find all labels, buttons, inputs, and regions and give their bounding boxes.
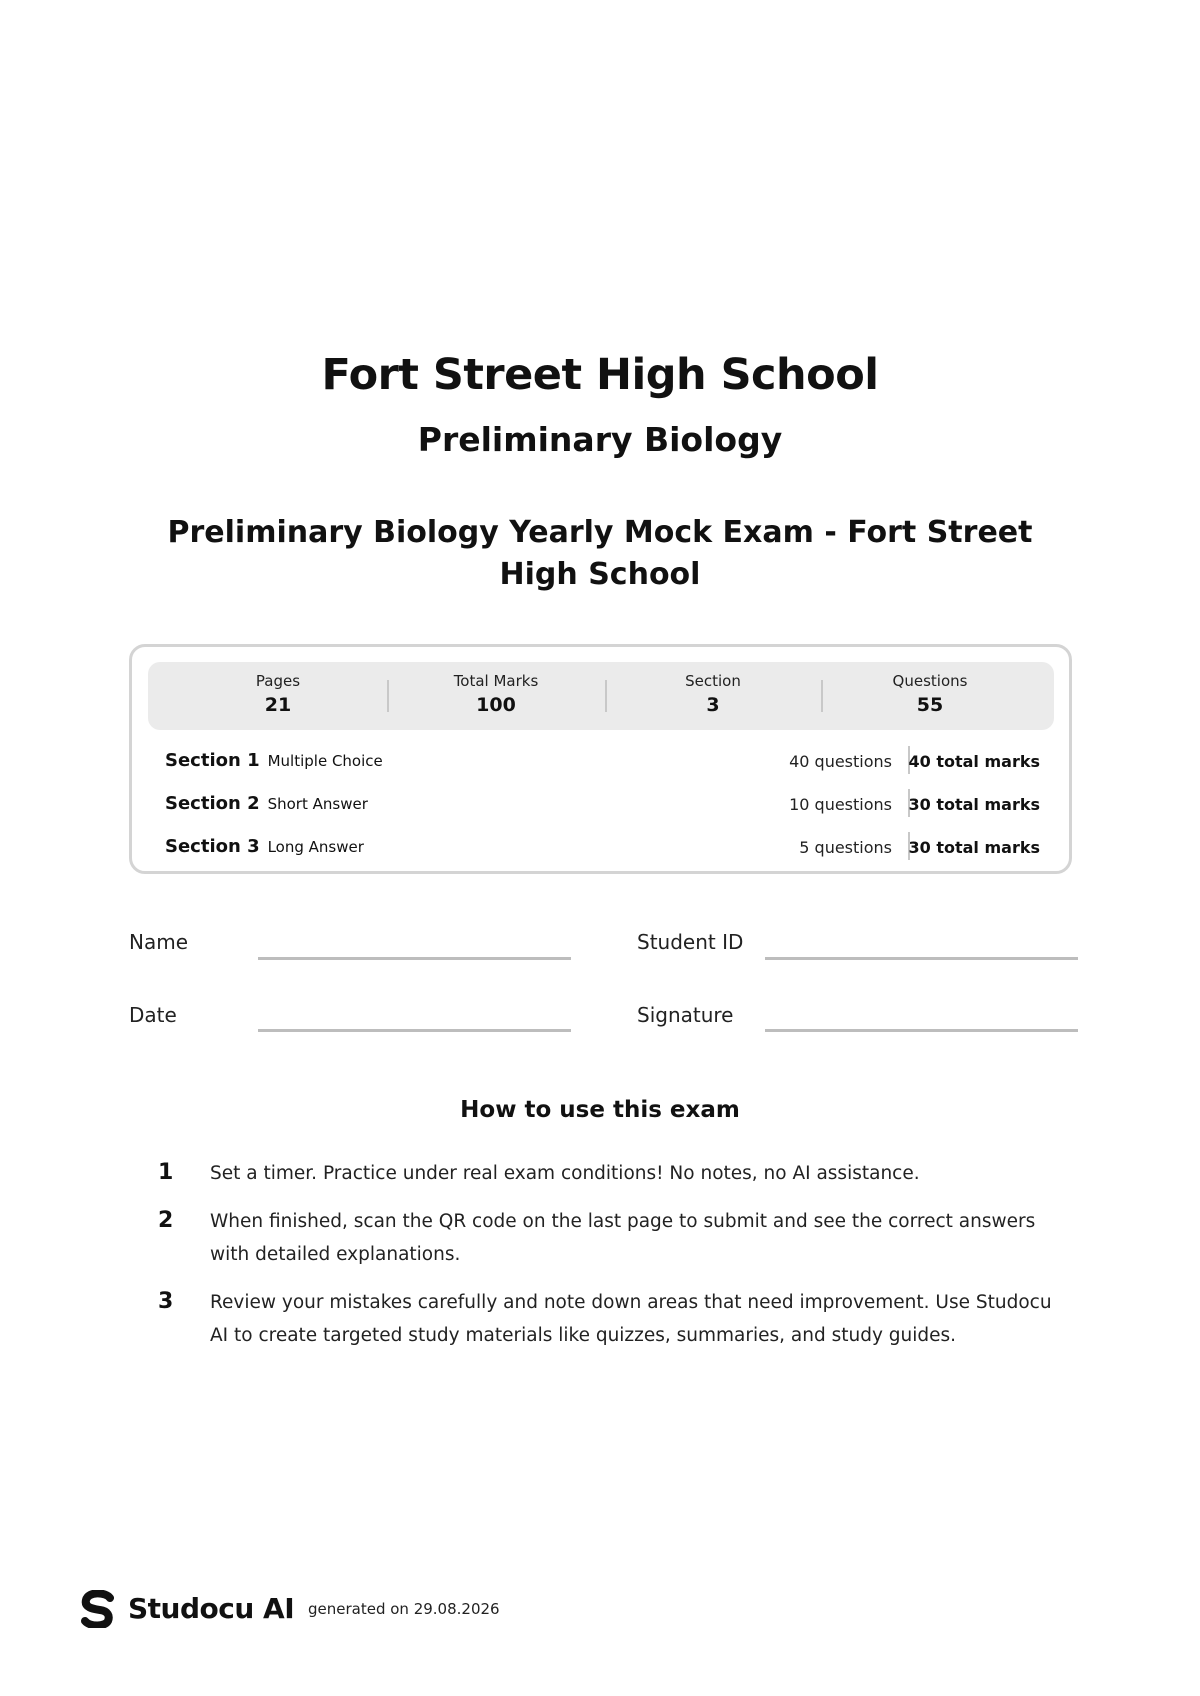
date-label: Date (129, 1003, 177, 1027)
signature-label: Signature (637, 1003, 734, 1027)
stat-divider (387, 680, 389, 712)
stat-value: 100 (476, 694, 516, 716)
stat-pages (178, 672, 378, 716)
section-questions: 10 questions (789, 795, 892, 814)
section-name: Section 2 (165, 793, 260, 814)
generated-date: generated on 29.08.2026 (308, 1600, 500, 1618)
name-label: Name (129, 930, 189, 954)
subject-title: Preliminary Biology (417, 420, 783, 459)
section-row (165, 750, 1040, 780)
student-id-field[interactable] (765, 957, 1078, 960)
instruction-number: 1 (158, 1160, 174, 1185)
instruction-text: Review your mistakes carefully and note down areas that need improvement. Use Studocu AI to create targeted study materials like quizzes, summaries, and study guides. (210, 1292, 1052, 1346)
stat-total-marks (396, 672, 596, 716)
section-row (165, 793, 1040, 823)
section-row (165, 836, 1040, 866)
instruction-number: 2 (158, 1208, 174, 1233)
stat-section (613, 672, 813, 716)
stat-label: Questions (892, 672, 968, 690)
date-field[interactable] (258, 1029, 571, 1032)
stats-bar (148, 662, 1054, 730)
instruction-number: 3 (158, 1289, 174, 1314)
stat-divider (605, 680, 607, 712)
stat-label: Total Marks (453, 672, 539, 690)
section-marks: 30 total marks (908, 795, 1040, 814)
name-field[interactable] (258, 957, 571, 960)
section-questions: 40 questions (789, 752, 892, 771)
student-id-label: Student ID (637, 930, 744, 954)
brand-name: Studocu AI (128, 1592, 295, 1625)
section-name: Section 3 (165, 836, 260, 857)
stat-value: 21 (264, 694, 292, 716)
section-marks: 40 total marks (908, 752, 1040, 771)
section-questions: 5 questions (799, 838, 892, 857)
instruction-text: Set a timer. Practice under real exam conditions! No notes, no AI assistance. (210, 1163, 920, 1184)
section-type: Long Answer (267, 838, 364, 856)
exam-title: Preliminary Biology Yearly Mock Exam - Fort Street High School (167, 515, 1033, 592)
instruction-text: When finished, scan the QR code on the last page to submit and see the correct answers with detailed explanations. (210, 1211, 1036, 1265)
stat-value: 3 (706, 694, 720, 716)
school-name: Fort Street High School (321, 350, 879, 400)
stat-value: 55 (916, 694, 944, 716)
instructions-title: How to use this exam (460, 1097, 740, 1123)
stat-label: Section (685, 672, 741, 690)
section-name: Section 1 (165, 750, 260, 771)
section-marks: 30 total marks (908, 838, 1040, 857)
stat-label: Pages (255, 672, 301, 690)
stat-divider (821, 680, 823, 712)
section-type: Multiple Choice (267, 752, 383, 770)
section-type: Short Answer (267, 795, 368, 813)
signature-field[interactable] (765, 1029, 1078, 1032)
studocu-logo-icon (80, 1590, 116, 1628)
stat-questions (830, 672, 1030, 716)
